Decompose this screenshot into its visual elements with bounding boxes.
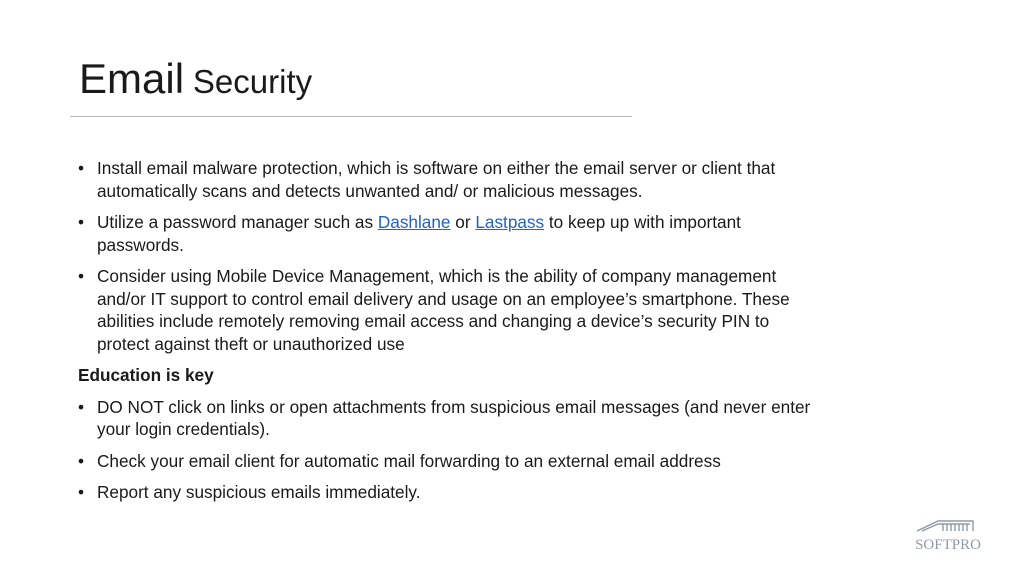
title-word-security: Security [192, 63, 313, 100]
title-word-email: Email [79, 55, 185, 102]
bullet-marker: • [78, 482, 85, 502]
slide-title [79, 55, 313, 102]
slide-body [78, 157, 823, 513]
bullet-marker: • [78, 450, 85, 471]
title-underline-divider [70, 116, 632, 117]
bullet-text-start: Utilize a password manager such as [97, 212, 378, 232]
lastpass-link[interactable]: Lastpass [475, 212, 545, 232]
softpro-logo [913, 518, 983, 554]
house-roof-icon [917, 521, 973, 531]
dashlane-link[interactable]: Dashlane [377, 212, 451, 232]
logo-wordmark: SOFTPRO [915, 537, 981, 553]
bullet-suspicious-links [78, 396, 823, 441]
bullet-report-emails [78, 481, 823, 504]
bullet-text: Report any suspicious emails immediately. [97, 482, 421, 502]
bullet-text: Check your email client for automatic mail forwarding to an external email address [97, 450, 721, 471]
bullet-marker: • [78, 158, 85, 178]
bullet-text-end: to keep up with important passwords. [97, 212, 741, 255]
bullet-malware-protection [78, 157, 823, 202]
bullet-mail-forwarding [78, 450, 823, 473]
bullet-marker: • [78, 266, 85, 286]
bullet-password-manager [78, 211, 823, 256]
bullet-marker: • [78, 396, 85, 417]
bullet-text-mid: or [450, 212, 476, 232]
bullet-marker: • [78, 212, 85, 232]
section-heading-education: Education is key [78, 365, 214, 385]
bullet-text: Install email malware protection, which is software on either the email server or client that automatically scans and detects unwanted and/ or malicious messages. [97, 158, 776, 201]
bullet-text: Consider using Mobile Device Management, which is the ability of company management and/or IT support to control email delivery and usage on an employee’s smartphone. These abilities include remotely removing email access and changing a device’s security PIN to protect against theft or unauthorized use [97, 266, 790, 354]
bullet-mobile-device-management [78, 265, 823, 355]
bullet-text: DO NOT click on links or open attachments from suspicious email messages (and never enter your login credentials). [97, 396, 811, 439]
